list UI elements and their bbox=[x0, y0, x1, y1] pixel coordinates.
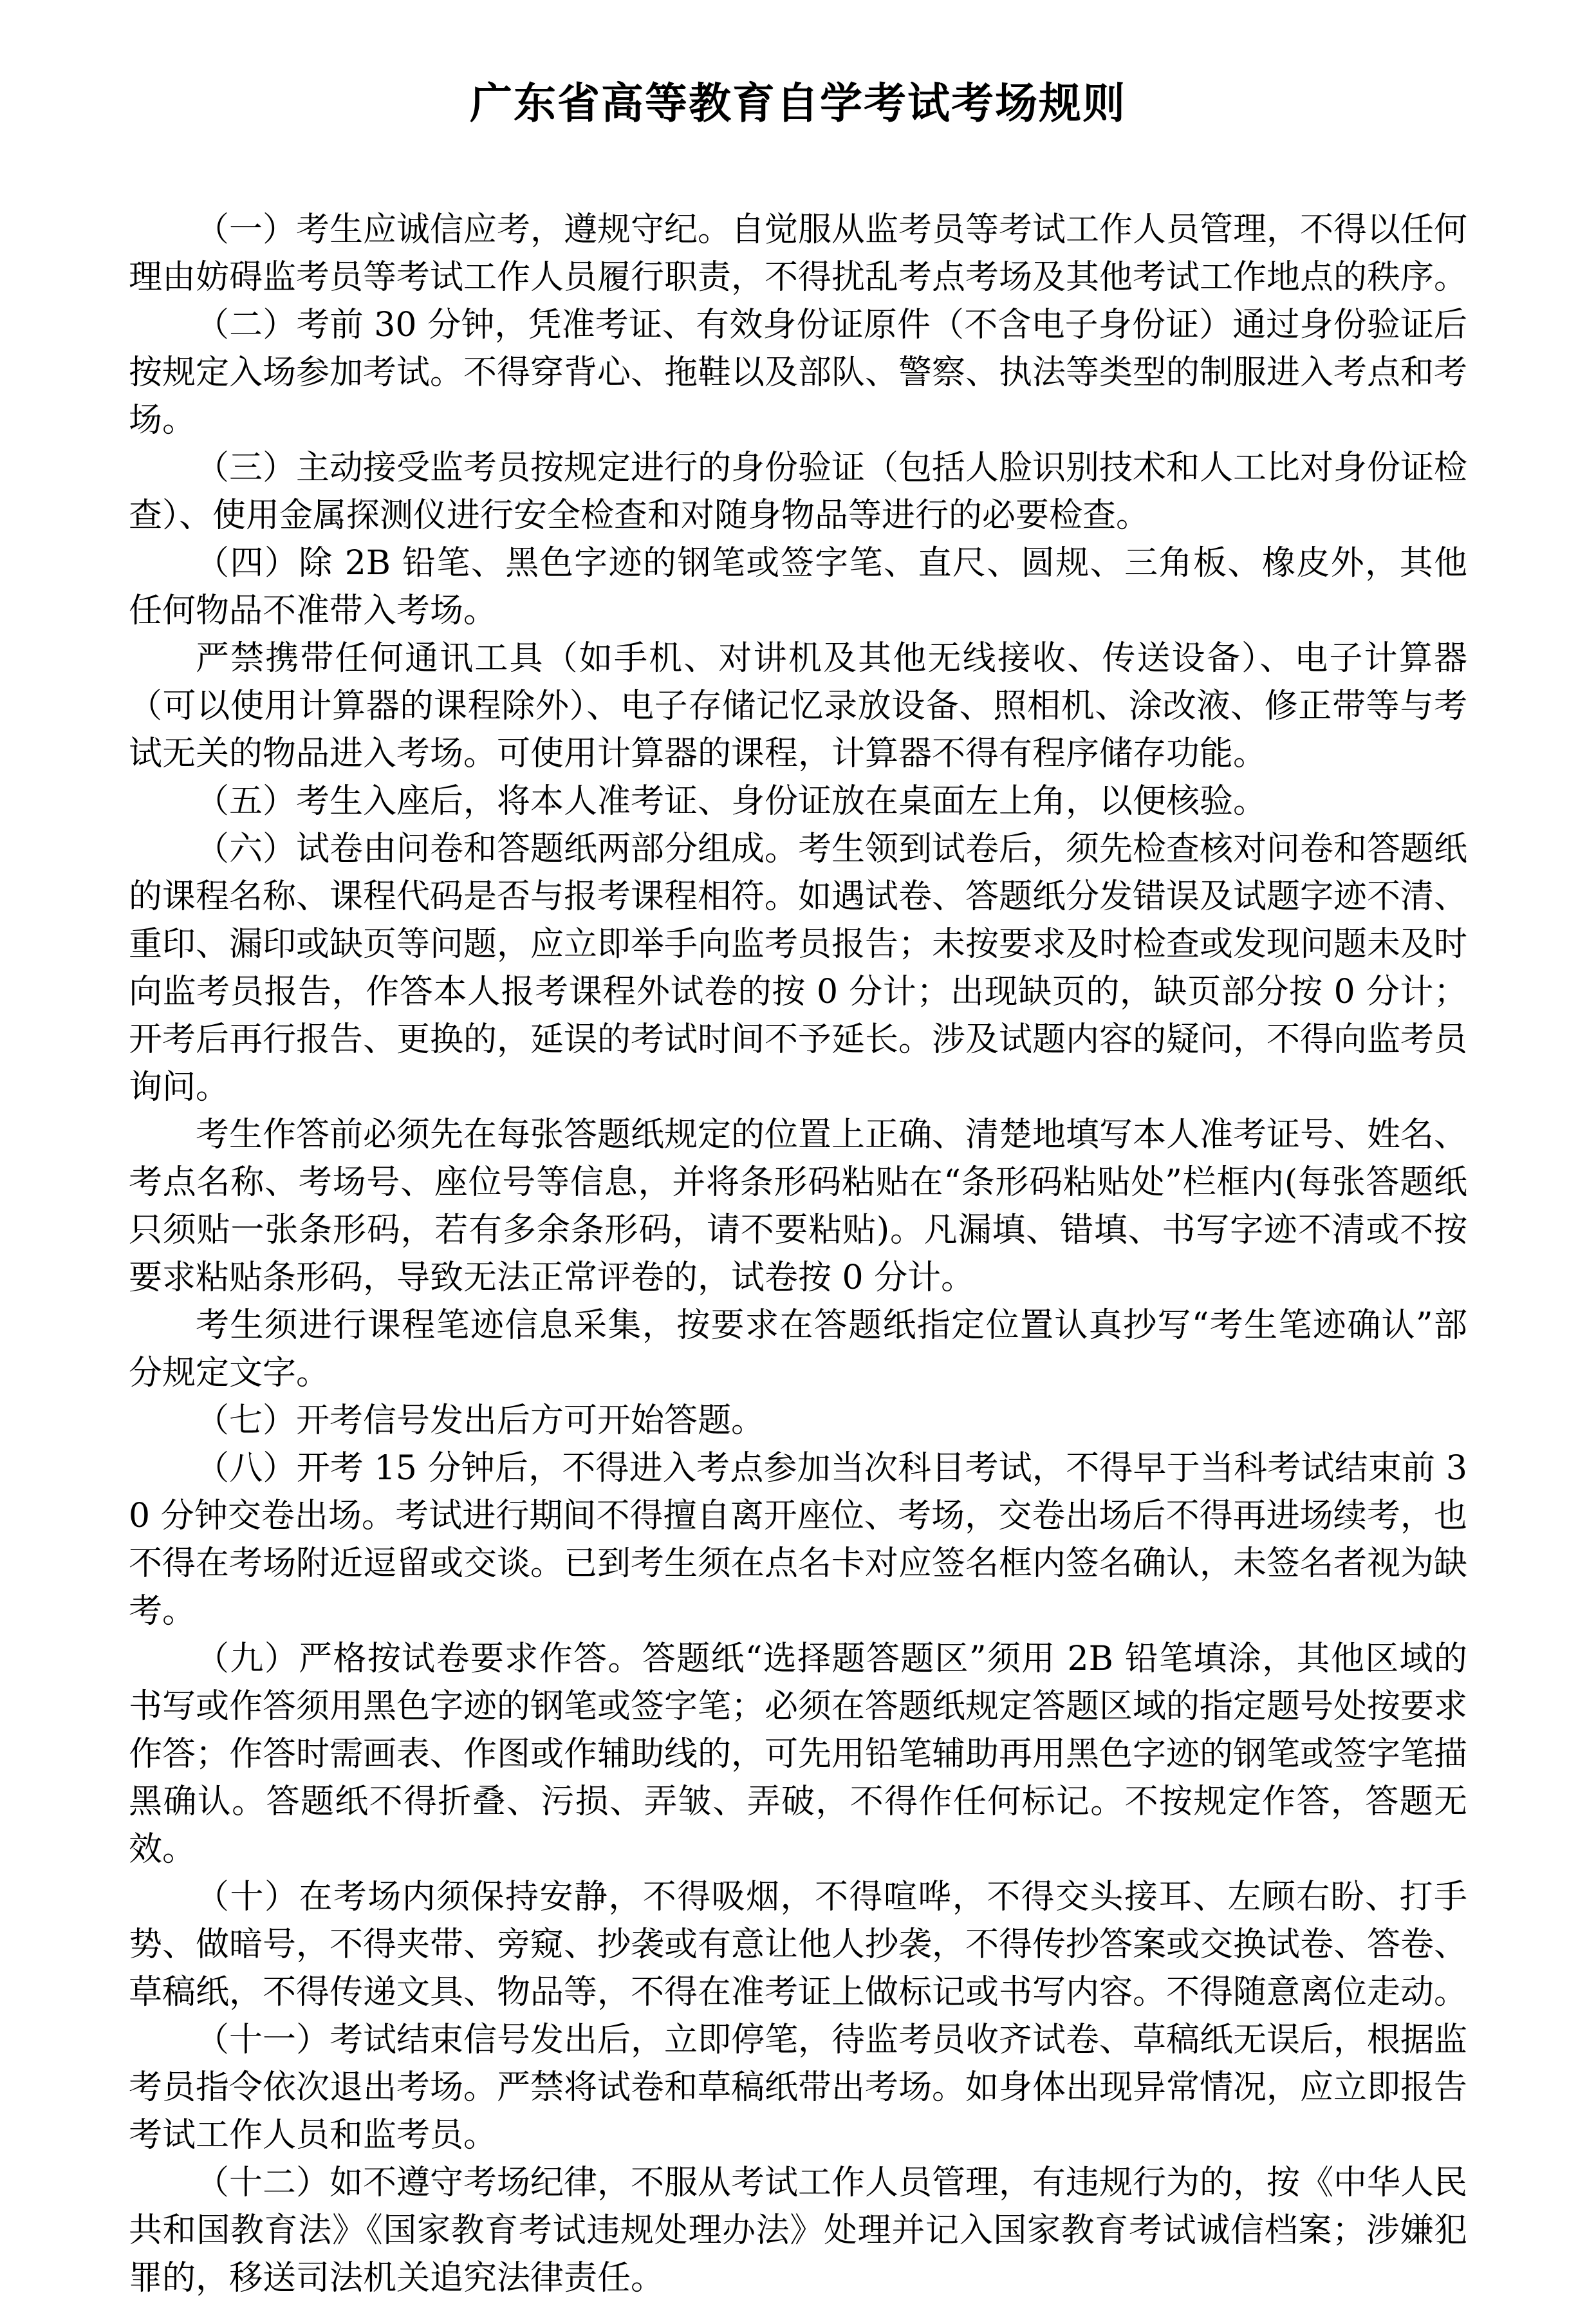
rule-paragraph-2: （二）考前 30 分钟，凭准考证、有效身份证原件（不含电子身份证）通过身份验证后按规定入场参加考试。不得穿背心、拖鞋以及部队、警察、执法等类型的制服进入考点和考场。 bbox=[129, 306, 1468, 440]
rule-paragraph-10: （十）在考场内须保持安静，不得吸烟，不得喧哗，不得交头接耳、左顾右盼、打手势、做暗号，不得夹带、旁窥、抄袭或有意让他人抄袭，不得传抄答案或交换试卷、答卷、草稿纸，不得传递文具、物品等，不得在准考证上做标记或书写内容。不得随意离位走动。 bbox=[129, 1878, 1468, 2012]
rule-paragraph-11: （十一）考试结束信号发出后，立即停笔，待监考员收齐试卷、草稿纸无误后，根据监考员指令依次退出考场。严禁将试卷和草稿纸带出考场。如身体出现异常情况，应立即报告考试工作人员和监考员。 bbox=[129, 2021, 1468, 2155]
rule-paragraph-4-continued: 严禁携带任何通讯工具（如手机、对讲机及其他无线接收、传送设备）、电子计算器（可以使用计算器的课程除外）、电子存储记忆录放设备、照相机、涂改液、修正带等与考试无关的物品进入考场。可使用计算器的课程，计算器不得有程序储存功能。 bbox=[129, 639, 1467, 773]
rule-paragraph-6-continued-a: 考生作答前必须先在每张答题纸规定的位置上正确、清楚地填写本人准考证号、姓名、考点名称、考场号、座位号等信息，并将条形码粘贴在“条形码粘贴处”栏框内(每张答题纸只须贴一张条形码，若有多余条形码，请不要粘贴)。凡漏填、错填、书写字迹不清或不按要求粘贴条形码，导致无法正常评卷的，试卷按 0 分计。 bbox=[129, 1116, 1468, 1297]
rule-paragraph-9: （九）严格按试卷要求作答。答题纸“选择题答题区”须用 2B 铅笔填涂，其他区域的书写或作答须用黑色字迹的钢笔或签字笔；必须在答题纸规定答题区域的指定题号处按要求作答；作答时需画表、作图或作辅助线的，可先用铅笔辅助再用黑色字迹的钢笔或签字笔描黑确认。答题纸不得折叠、污损、弄皱、弄破，不得作任何标记。不按规定作答，答题无效。 bbox=[129, 1640, 1468, 1869]
document-body bbox=[129, 206, 1467, 2302]
rule-paragraph-7: （七）开考信号发出后方可开始答题。 bbox=[196, 1401, 765, 1440]
document-title: 广东省高等教育自学考试考场规则 bbox=[470, 78, 1126, 128]
rule-paragraph-4: （四）除 2B 铅笔、黑色字迹的钢笔或签字笔、直尺、圆规、三角板、橡皮外，其他任何物品不准带入考场。 bbox=[129, 544, 1467, 630]
rule-paragraph-8: （八）开考 15 分钟后，不得进入考点参加当次科目考试，不得早于当科考试结束前 30 分钟交卷出场。考试进行期间不得擅自离开座位、考场，交卷出场后不得再进场续考，也不得在考场附近逗留或交谈。已到考生须在点名卡对应签名框内签名确认，未签名者视为缺考。 bbox=[129, 1449, 1468, 1631]
rule-paragraph-3: （三）主动接受监考员按规定进行的身份验证（包括人脸识别技术和人工比对身份证检查）、使用金属探测仪进行安全检查和对随身物品等进行的必要检查。 bbox=[129, 449, 1468, 535]
rule-paragraph-1: （一）考生应诚信应考，遵规守纪。自觉服从监考员等考试工作人员管理，不得以任何理由妨碍监考员等考试工作人员履行职责，不得扰乱考点考场及其他考试工作地点的秩序。 bbox=[129, 211, 1468, 297]
rule-paragraph-6-continued-b: 考生须进行课程笔迹信息采集，按要求在答题纸指定位置认真抄写“考生笔迹确认”部分规定文字。 bbox=[129, 1306, 1467, 1392]
rule-paragraph-12: （十二）如不遵守考场纪律，不服从考试工作人员管理，有违规行为的，按《中华人民共和国教育法》《国家教育考试违规处理办法》处理并记入国家教育考试诚信档案；涉嫌犯罪的，移送司法机关追究法律责任。 bbox=[129, 2164, 1468, 2297]
rule-paragraph-6: （六）试卷由问卷和答题纸两部分组成。考生领到试卷后，须先检查核对问卷和答题纸的课程名称、课程代码是否与报考课程相符。如遇试卷、答题纸分发错误及试题字迹不清、重印、漏印或缺页等问题，应立即举手向监考员报告；未按要求及时检查或发现问题未及时向监考员报告，作答本人报考课程外试卷的按 0 分计；出现缺页的，缺页部分按 0 分计；开考后再行报告、更换的，延误的考试时间不予延长。涉及试题内容的疑问，不得向监考员询问。 bbox=[129, 830, 1468, 1107]
rule-paragraph-5: （五）考生入座后，将本人准考证、身份证放在桌面左上角，以便核验。 bbox=[196, 782, 1267, 821]
